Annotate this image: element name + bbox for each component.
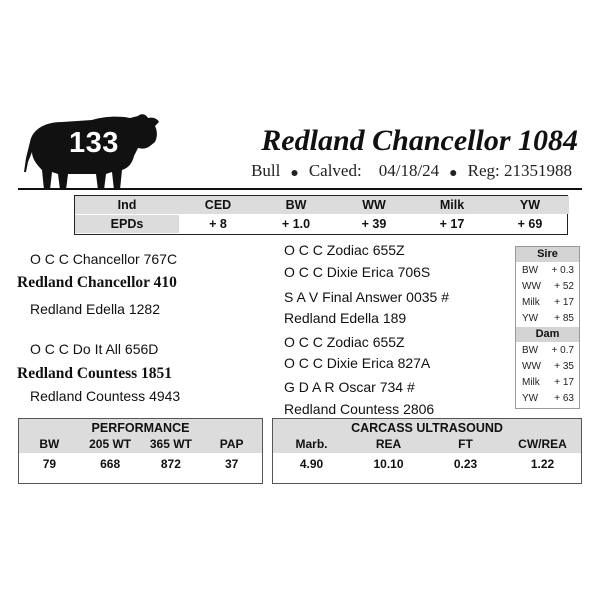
sire-epd-row xyxy=(516,263,579,279)
epd-val-ced: + 8 xyxy=(209,217,227,231)
carcass-col-cwrea: CW/REA xyxy=(518,437,567,451)
dam-epd-value: + 63 xyxy=(554,393,574,404)
sire-epd-key: Milk xyxy=(522,297,540,308)
pedigree-sds: S A V Final Answer 0035 # xyxy=(284,289,449,305)
sire-epd-value: + 17 xyxy=(554,297,574,308)
bullet-separator: ● xyxy=(290,166,299,181)
performance-col-365wt: 365 WT xyxy=(149,437,192,451)
performance-val-pap: 37 xyxy=(224,457,239,471)
carcass-values-row xyxy=(273,456,581,473)
sire-epd-key: WW xyxy=(522,281,541,292)
dam-epd-row xyxy=(516,359,579,375)
carcass-val-marb: 4.90 xyxy=(299,457,324,471)
pedigree-sss: O C C Zodiac 655Z xyxy=(284,242,405,258)
pedigree-dss: O C C Zodiac 655Z xyxy=(284,334,405,350)
carcass-ultrasound-table xyxy=(272,418,582,484)
pedigree-dam: Redland Countess 1851 xyxy=(17,365,173,382)
pedigree-dam-dam: Redland Countess 4943 xyxy=(30,388,181,404)
carcass-col-marb: Marb. xyxy=(295,437,328,451)
sire-epd-value: + 85 xyxy=(554,313,574,324)
lot-number: 133 xyxy=(69,127,119,159)
epd-val-ww: + 39 xyxy=(361,217,387,231)
epd-col-milk: Milk xyxy=(413,196,491,214)
performance-header-row xyxy=(19,436,262,453)
dam-epd-key: YW xyxy=(522,393,539,404)
bullet-separator: ● xyxy=(449,166,458,181)
performance-col-205wt: 205 WT xyxy=(89,437,132,451)
sire-epd-row xyxy=(516,295,579,311)
reg-number: 21351988 xyxy=(504,161,572,180)
performance-val-205wt: 668 xyxy=(100,457,121,471)
animal-name: Redland Chancellor 1084 xyxy=(261,124,578,157)
epd-header-row xyxy=(75,196,567,214)
carcass-header-row xyxy=(273,436,581,453)
pedigree-ddd: Redland Countess 2806 xyxy=(284,401,435,417)
sire-epd-header: Sire xyxy=(516,247,579,262)
calved-date: 04/18/24 xyxy=(378,161,440,180)
sire-epd-value: + 0.3 xyxy=(551,265,574,276)
header-info xyxy=(251,161,572,181)
epd-col-bw: BW xyxy=(257,196,335,214)
performance-val-365wt: 872 xyxy=(160,457,181,471)
dam-epd-value: + 17 xyxy=(554,377,574,388)
pedigree-dsd: O C C Dixie Erica 827A xyxy=(284,355,431,371)
header-divider xyxy=(18,188,582,190)
carcass-val-cwrea: 1.22 xyxy=(530,457,555,471)
performance-title: PERFORMANCE xyxy=(19,419,262,436)
epd-col-ced: CED xyxy=(179,196,257,214)
reg-label: Reg: xyxy=(467,161,500,180)
pedigree-dds: G D A R Oscar 734 # xyxy=(284,379,415,395)
epd-val-bw: + 1.0 xyxy=(281,217,311,231)
sire-epd-key: YW xyxy=(522,313,539,324)
epd-val-milk: + 17 xyxy=(439,217,465,231)
calved-label: Calved: xyxy=(308,161,362,180)
carcass-val-rea: 10.10 xyxy=(373,457,404,471)
dam-epd-key: BW xyxy=(522,345,539,356)
carcass-title: CARCASS ULTRASOUND xyxy=(273,419,581,436)
sex-label: Bull xyxy=(251,161,281,180)
performance-col-pap: PAP xyxy=(219,437,244,451)
epd-ind-label: Ind xyxy=(75,196,179,214)
sire-epd-row xyxy=(516,279,579,295)
epd-col-ww: WW xyxy=(335,196,413,214)
dam-epd-header: Dam xyxy=(516,327,579,342)
sire-epd-row xyxy=(516,311,579,327)
pedigree-sdd: Redland Edella 189 xyxy=(284,310,407,326)
dam-epd-key: WW xyxy=(522,361,541,372)
parent-epd-box xyxy=(515,246,580,409)
epd-table xyxy=(74,195,568,235)
pedigree-sire: Redland Chancellor 410 xyxy=(17,274,177,291)
dam-epd-row xyxy=(516,391,579,407)
dam-epd-key: Milk xyxy=(522,377,540,388)
performance-values-row xyxy=(19,456,262,473)
carcass-col-rea: REA xyxy=(375,437,402,451)
sire-epd-key: BW xyxy=(522,265,539,276)
pedigree-ssd: O C C Dixie Erica 706S xyxy=(284,264,431,280)
carcass-col-ft: FT xyxy=(458,437,473,451)
carcass-val-ft: 0.23 xyxy=(453,457,478,471)
epd-values-row xyxy=(75,215,567,233)
performance-table xyxy=(18,418,263,484)
pedigree-dam-sire: O C C Do It All 656D xyxy=(30,341,159,357)
pedigree-sire-sire: O C C Chancellor 767C xyxy=(30,251,178,267)
pedigree-sire-dam: Redland Edella 1282 xyxy=(30,301,160,317)
sire-epd-value: + 52 xyxy=(554,281,574,292)
dam-epd-row xyxy=(516,343,579,359)
dam-epd-value: + 35 xyxy=(554,361,574,372)
epd-val-yw: + 69 xyxy=(517,217,543,231)
dam-epd-value: + 0.7 xyxy=(551,345,574,356)
performance-val-bw: 79 xyxy=(42,457,57,471)
performance-col-bw: BW xyxy=(39,437,60,451)
dam-epd-row xyxy=(516,375,579,391)
epd-col-yw: YW xyxy=(491,196,569,214)
epd-epds-label: EPDs xyxy=(75,215,179,233)
